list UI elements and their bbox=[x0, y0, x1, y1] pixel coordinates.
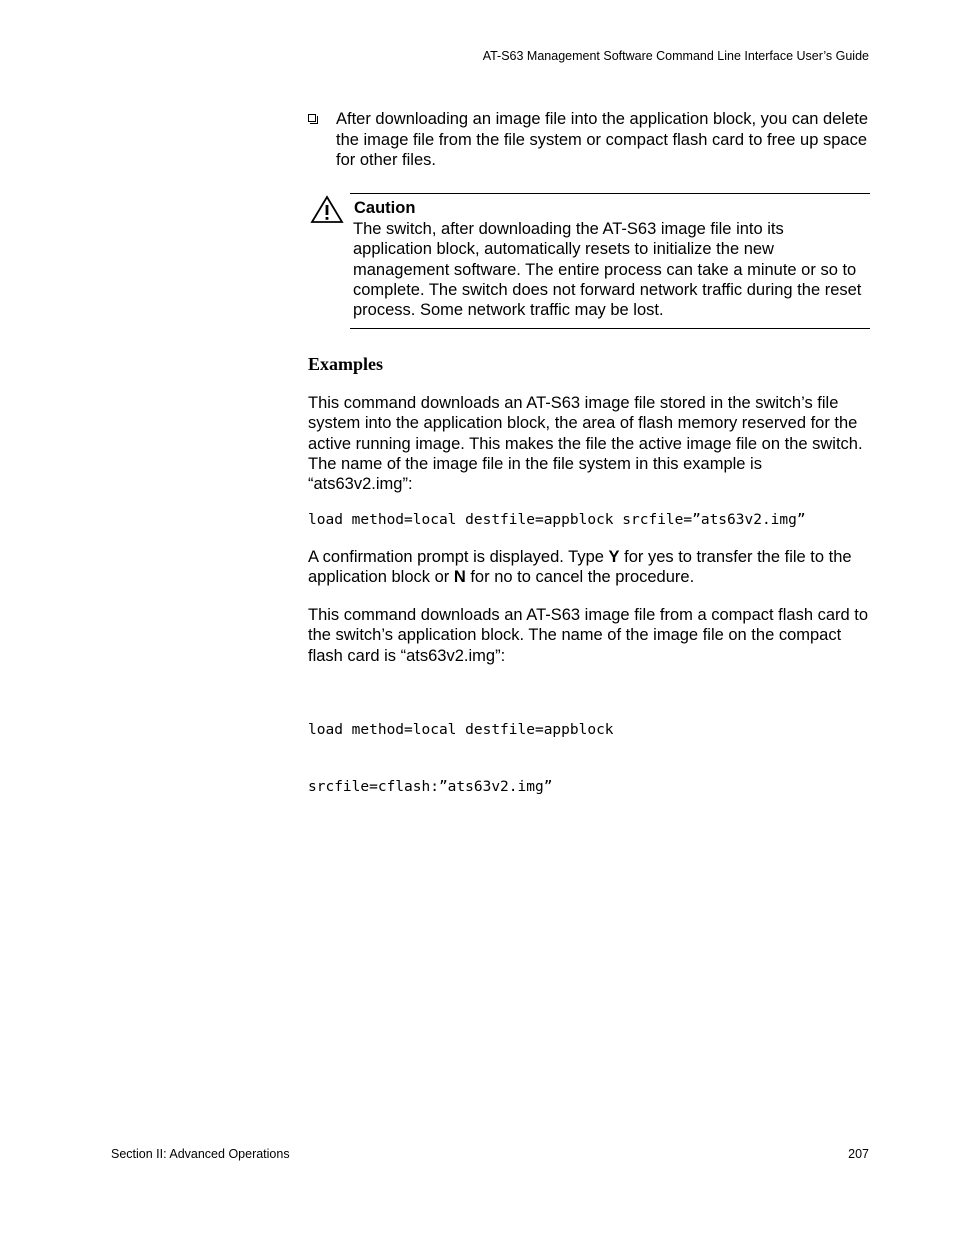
bullet-item bbox=[308, 109, 870, 171]
checkbox-bullet-icon bbox=[308, 114, 316, 122]
paragraph-2-bold-n: N bbox=[453, 568, 466, 587]
caution-title: Caution bbox=[354, 199, 416, 217]
code-example-2-line-2: srcfile=cflash:”ats63v2.img” bbox=[308, 779, 553, 795]
code-example-2 bbox=[308, 683, 614, 816]
paragraph-1: This command downloads an AT-S63 image file stored in the switch’s file system into the application block, the area of flash memory reserved for the active running image. This makes the file the active image file on the switch. The name of the image file in the file system in this example is “ats63v2.img”: bbox=[308, 394, 863, 494]
paragraph-2-bold-y: Y bbox=[608, 548, 620, 566]
code-example-2-line-1: load method=local destfile=appblock bbox=[308, 722, 614, 738]
section-heading: Examples bbox=[308, 354, 384, 374]
paragraph-3: This command downloads an AT-S63 image file from a compact flash card to the switch’s application block. The name of the image file on the compact flash card is “ats63v2.img”: bbox=[308, 606, 869, 665]
paragraph-2 bbox=[308, 547, 870, 588]
warning-triangle-icon bbox=[310, 195, 344, 225]
running-header: AT-S63 Management Software Command Line Interface User’s Guide bbox=[482, 49, 869, 63]
paragraph-2-text-a: A confirmation prompt is displayed. Type bbox=[308, 548, 609, 566]
paragraph-2-text-b: for yes to transfer the file to the application block or bbox=[308, 548, 852, 587]
paragraph-2-text-c: for no to cancel the procedure. bbox=[465, 568, 695, 587]
caution-box bbox=[350, 193, 870, 329]
caution-text: The switch, after downloading the AT-S63 image file into its application block, automatically resets to initialize the new management software. The entire process can take a minute or so to complete. The switch does not forward network traffic during the reset process. Some network traffic may be lost. bbox=[353, 220, 862, 320]
bullet-text: After downloading an image file into the application block, you can delete the image file from the file system or compact flash card to free up space for other files. bbox=[336, 110, 869, 169]
footer-page-number: 207 bbox=[848, 1147, 869, 1161]
code-example-1: load method=local destfile=appblock srcfile=”ats63v2.img” bbox=[308, 512, 806, 528]
footer-section: Section II: Advanced Operations bbox=[111, 1147, 290, 1161]
